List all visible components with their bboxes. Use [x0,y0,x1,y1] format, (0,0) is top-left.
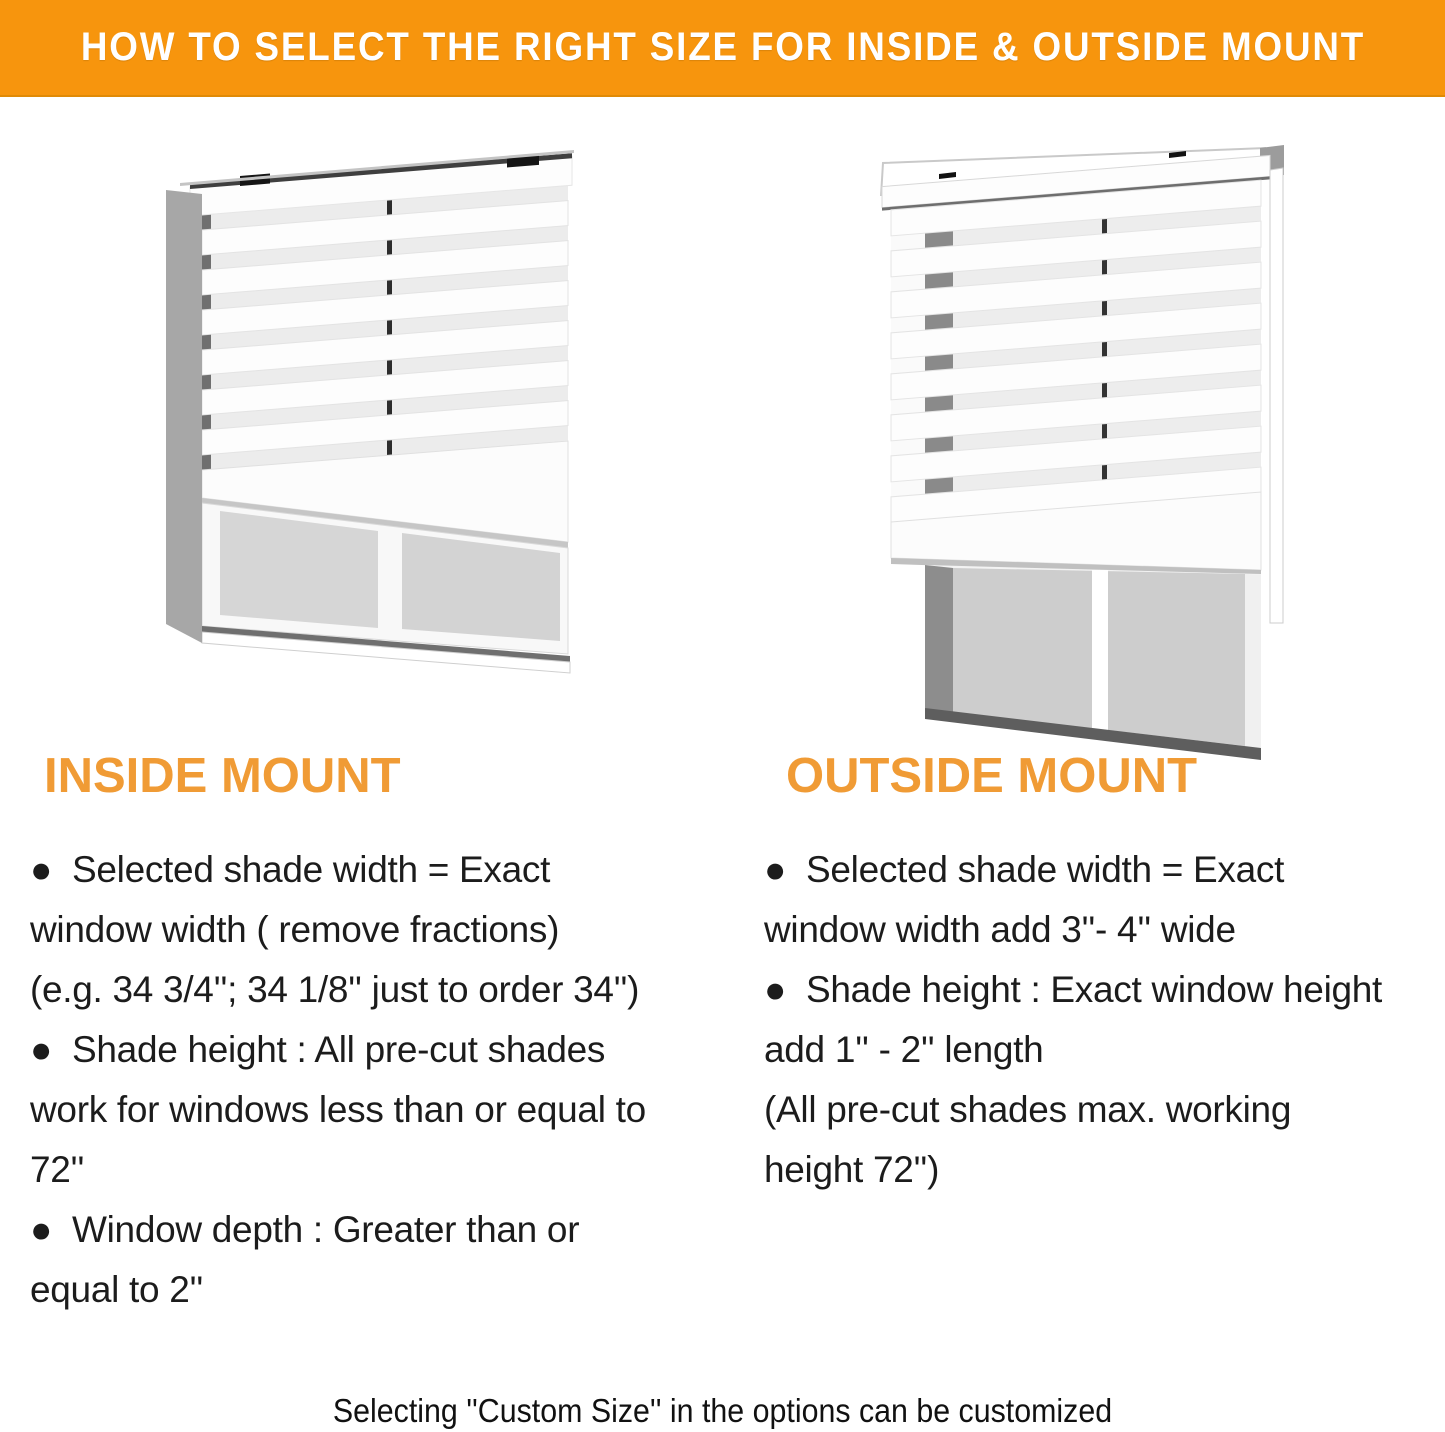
instruction-line: ● Shade height : Exact window height [764,969,1383,1010]
window-left-jamb [925,565,953,718]
instruction-line: work for windows less than or equal to [30,1089,646,1130]
lower-window [925,565,1261,760]
instruction-line: 72'' [30,1149,85,1190]
inside-mount-heading: INSIDE MOUNT [44,749,401,803]
instruction-line: ● Shade height : All pre-cut shades [30,1029,606,1070]
instruction-line: (All pre-cut shades max. working [764,1089,1292,1130]
instruction-line: height 72'') [764,1149,940,1190]
instruction-line: ● Selected shade width = Exact [764,849,1285,890]
footer-note [0,1392,1445,1430]
instruction-line: ● Window depth : Greater than or [30,1209,580,1250]
instruction-line: (e.g. 34 3/4''; 34 1/8'' just to order 34'') [30,969,640,1010]
page-title: HOW TO SELECT THE RIGHT SIZE FOR INSIDE & OUTSIDE MOUNT [80,25,1365,69]
inside-mount-figure [140,128,640,748]
header-banner [0,0,1445,97]
instruction-line: window width add 3''- 4'' wide [764,909,1236,950]
inside-mount-illustration [140,128,640,748]
outside-mount-figure [840,118,1340,768]
outside-mount-heading: OUTSIDE MOUNT [786,749,1198,803]
footer-note-text: Selecting ''Custom Size'' in the options can be customized [332,1392,1113,1429]
shade-side-channel [1270,168,1283,623]
zebra-shade-inside [190,149,572,471]
instruction-line: equal to 2'' [30,1269,204,1310]
window-mullion [1092,570,1108,734]
inside-mount-instructions [30,840,740,1320]
outside-mount-illustration [840,118,1340,768]
glass-pane [220,511,378,628]
window-left-jamb [166,190,202,643]
instruction-line: ● Selected shade width = Exact [30,849,551,890]
outside-mount-instructions [764,840,1444,1200]
instruction-line: add 1'' - 2'' length [764,1029,1044,1070]
mounting-bracket [939,172,956,179]
instruction-line: window width ( remove fractions) [30,909,560,950]
zebra-shade-outside [882,155,1270,523]
